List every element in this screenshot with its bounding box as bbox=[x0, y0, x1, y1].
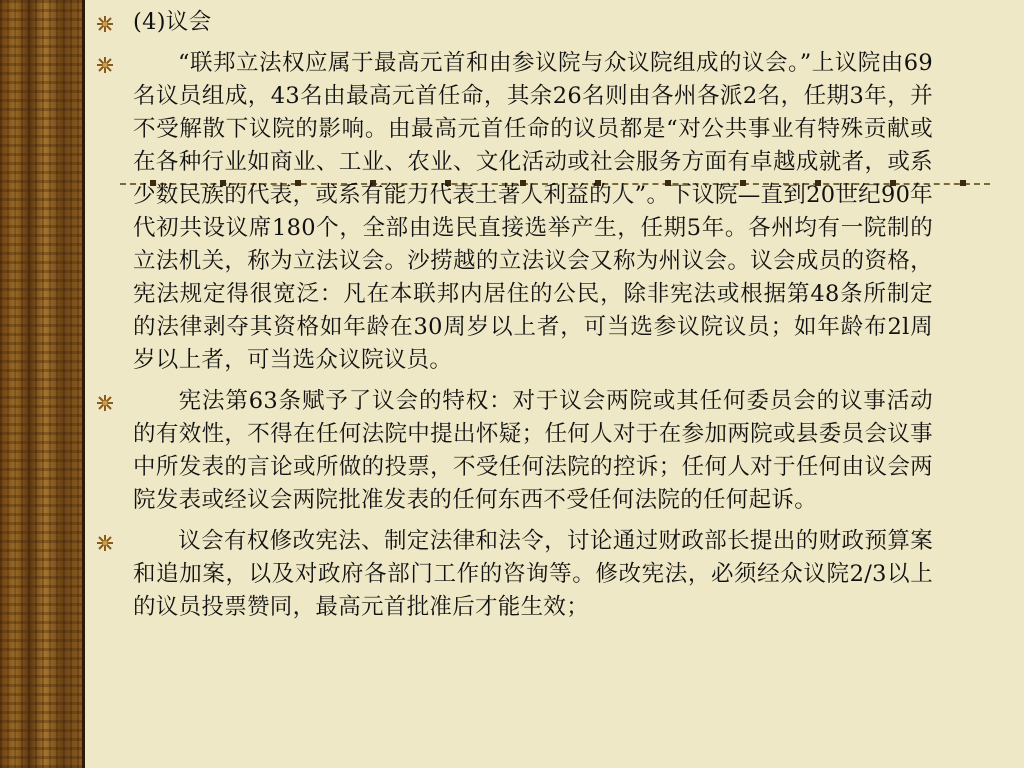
paragraph-text: 议会有权修改宪法、制定法律和法令，讨论通过财政部长提出的财政预算案和追加案，以及对政府各部门工作的咨询等。修改宪法，必须经众议院2/3以上的议员投票赞同，最高元首批准后才能生效； bbox=[133, 528, 933, 620]
slide-content bbox=[95, 6, 1010, 632]
star-burst-icon bbox=[95, 394, 115, 412]
section-heading: (4)议会 bbox=[133, 9, 212, 35]
paragraph-text: 宪法第63条赋予了议会的特权：对于议会两院或其任何委员会的议事活动的有效性，不得在任何法院中提出怀疑；任何人对于在参加两院或县委员会议事中所发表的言论或所做的投票，不受任何法院的控诉；任何人对于任何由议会两院发表或经议会两院批准发表的任何东西不受任何法院的任何起诉。 bbox=[133, 388, 933, 513]
star-burst-icon bbox=[95, 56, 115, 74]
bullet-item bbox=[95, 47, 1010, 377]
star-burst-icon bbox=[95, 15, 115, 33]
bullet-item bbox=[95, 385, 1010, 517]
bullet-item bbox=[95, 525, 1010, 624]
paragraph-text: “联邦立法权应属于最高元首和由参议院与众议院组成的议会。”上议院由69名议员组成，43名由最高元首任命，其余26名则由各州各派2名，任期3年，并不受解散下议院的影响。由最高元首任命的议员都是“对公共事业有特殊贡献或在各种行业如商业、工业、农业、文化活动或社会服务方面有卓越成就者，或系少数民族的代表，或系有能力代表土著人利益的人”。下议院—直到20世纪90年代初共设议席180个，全部由选民直接选举产生，任期5年。各州均有一院制的立法机关，称为立法议会。沙捞越的立法议会又称为州议会。议会成员的资格，宪法规定得很宽泛：凡在本联邦内居住的公民，除非宪法或根据第48条所制定的法律剥夺其资格如年龄在30周岁以上者，可当选参议院议员；如年龄布2l周岁以上者，可当选众议院议员。 bbox=[133, 50, 933, 373]
star-burst-icon bbox=[95, 534, 115, 552]
bullet-item-heading bbox=[95, 6, 1010, 39]
decorative-border bbox=[0, 0, 85, 768]
